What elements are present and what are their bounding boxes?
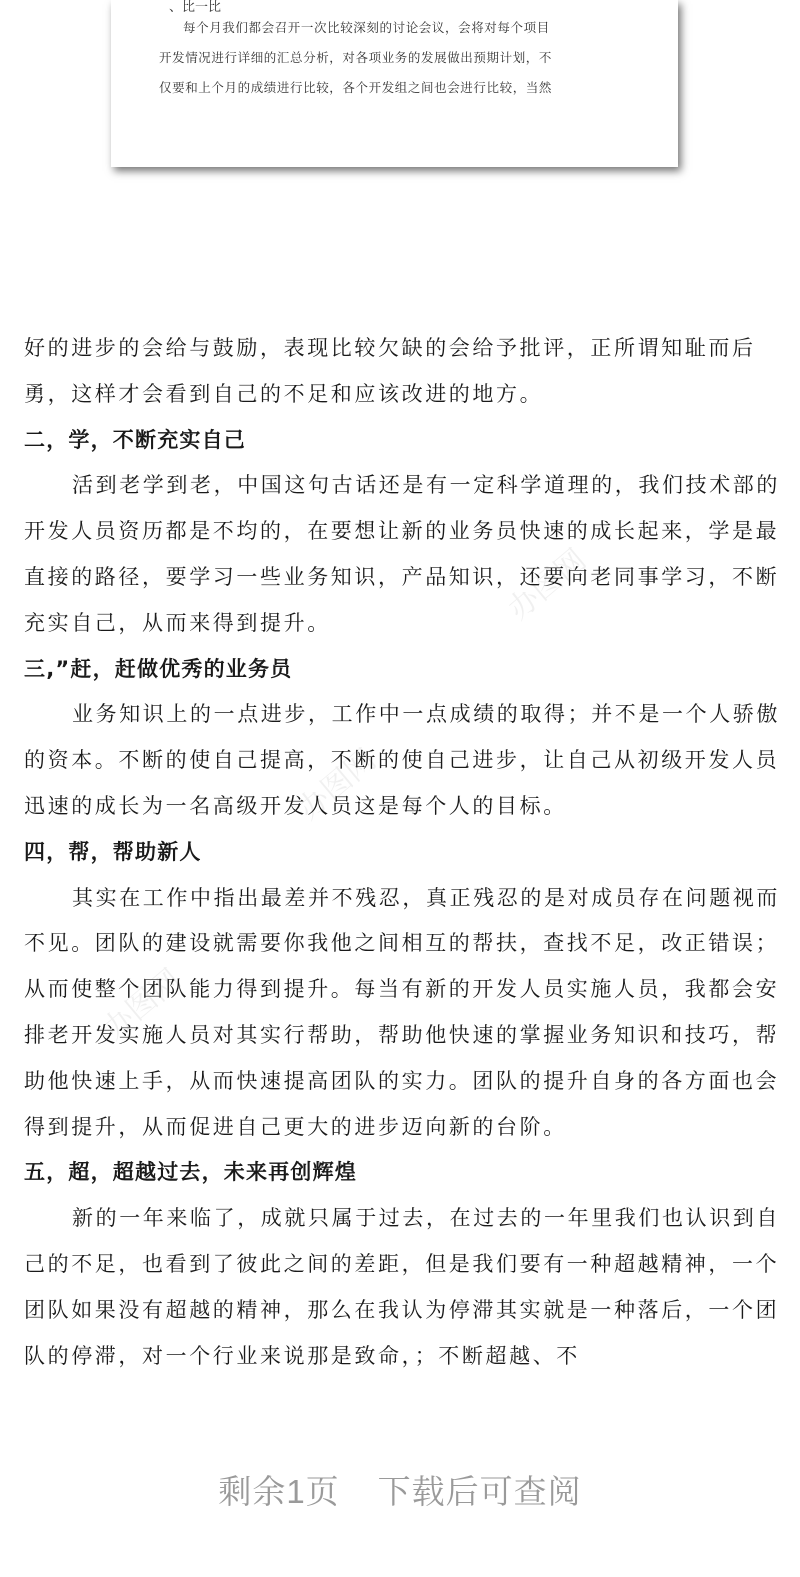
download-to-view-label: 下载后可查阅 [377, 1473, 582, 1510]
watermark: 办图网 [291, 742, 383, 828]
paragraph: 好的进步的会给与鼓励，表现比较欠缺的会给予批评，正所谓知耻而后勇，这样才会看到自己的不足和应该改进的地方。 [24, 336, 756, 406]
paragraph: 业务知识上的一点进步，工作中一点成绩的取得；并不是一个人骄傲的资本。不断的使自己提高，不断的使自己进步，让自己从初级开发人员迅速的成长为一名高级开发人员这是每个人的目标。 [24, 702, 780, 818]
document-body [24, 326, 784, 1379]
section-heading: 四，帮，帮助新人 [24, 839, 202, 864]
download-prompt[interactable] [0, 1466, 800, 1513]
section-heading: 二，学，不断充实自己 [24, 427, 246, 452]
remaining-pages-label: 剩余1页 [218, 1473, 340, 1510]
paragraph: 新的一年来临了，成就只属于过去，在过去的一年里我们也认识到自己的不足，也看到了彼此之间的差距，但是我们要有一种超越精神，一个团队如果没有超越的精神，那么在我认为停滞其实就是一种落后，一个团队的停滞，对一个行业来说那是致命，；不断超越、不 [24, 1206, 780, 1368]
section-heading: 三,”赶，赶做优秀的业务员 [24, 656, 293, 681]
section-heading: 五，超，超越过去，未来再创辉煌 [24, 1160, 357, 1185]
watermark: 办图网 [96, 962, 188, 1048]
watermark: 办图网 [501, 542, 593, 628]
paragraph: 其实在工作中指出最差并不残忍，真正残忍的是对成员存在问题视而不见。团队的建设就需要你我他之间相互的帮扶，查找不足，改正错误；从而使整个团队能力得到提升。每当有新的开发人员实施人员，我都会安排老开发实施人员对其实行帮助，帮助他快速的掌握业务知识和技巧，帮助他快速上手，从而快速提高团队的实力。团队的提升自身的各方面也会得到提升，从而促进自己更大的进步迈向新的台阶。 [24, 885, 780, 1139]
preview-line: 开发情况进行详细的汇总分析，对各项业务的发展做出预期计划，不 [159, 50, 553, 65]
preview-heading: 、比一比 [169, 0, 222, 15]
preview-line: 每个月我们都会召开一次比较深刻的讨论会议，会将对每个项目 [183, 20, 550, 35]
preview-line: 仅要和上个月的成绩进行比较，各个开发组之间也会进行比较，当然 [159, 80, 553, 95]
document-preview-card [111, 0, 678, 167]
paragraph: 活到老学到老，中国这句古话还是有一定科学道理的，我们技术部的开发人员资历都是不均的，在要想让新的业务员快速的成长起来，学是最直接的路径，要学习一些业务知识，产品知识，还要向老同事学习，不断充实自己，从而来得到提升。 [24, 473, 780, 635]
